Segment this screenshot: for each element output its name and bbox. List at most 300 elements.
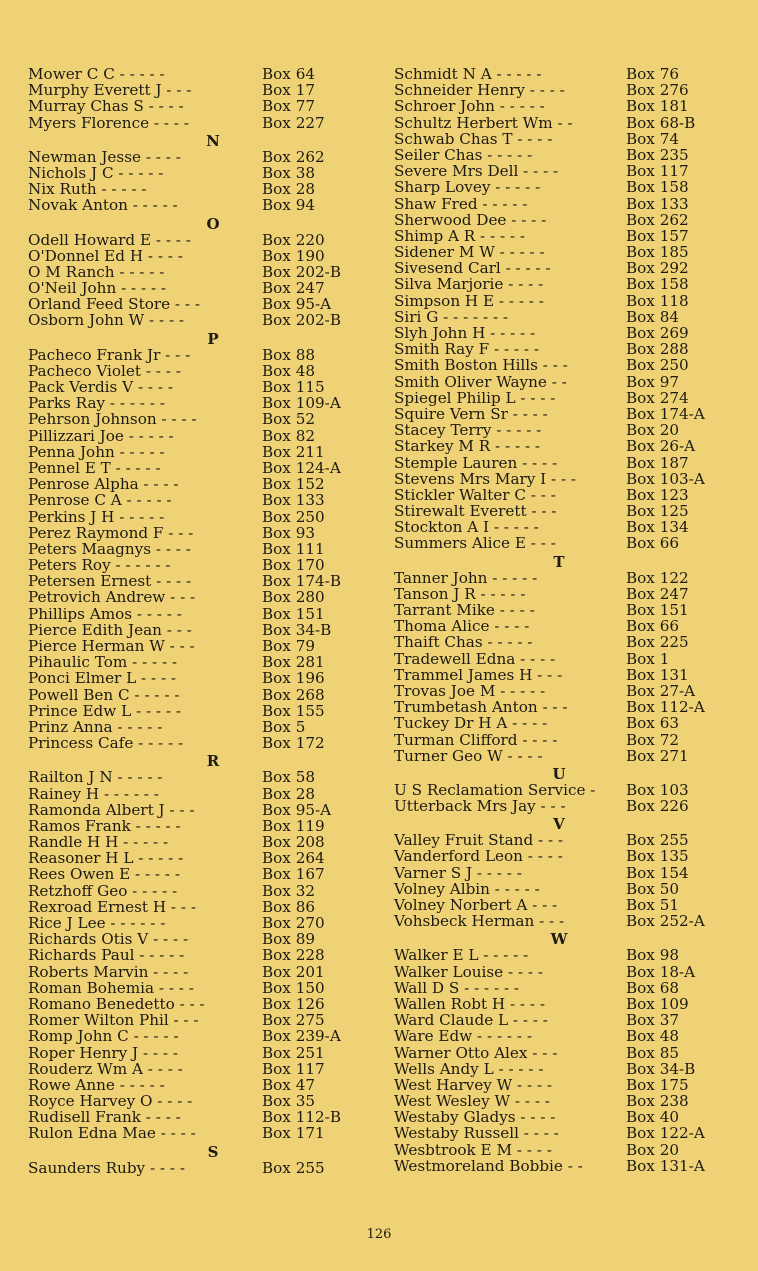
entry-box-number: Box 131 bbox=[626, 665, 689, 684]
directory-entry bbox=[394, 1125, 724, 1141]
entry-name: Slyh John H - - - - - bbox=[394, 324, 536, 342]
directory-entry bbox=[28, 687, 358, 703]
entry-name: Peters Roy - - - - - - bbox=[28, 556, 171, 575]
entry-name: Ward Claude L - - - - bbox=[394, 1011, 548, 1030]
directory-entry bbox=[394, 228, 724, 244]
entry-name: Railton J N - - - - - bbox=[28, 768, 163, 787]
directory-entry bbox=[394, 667, 724, 683]
entry-box-number: Box 252-A bbox=[626, 912, 705, 931]
entry-box-number: Box 225 bbox=[626, 633, 689, 652]
directory-entry bbox=[28, 654, 358, 670]
entry-name: Roberts Marvin - - - - bbox=[28, 962, 189, 981]
directory-entry bbox=[28, 589, 358, 605]
directory-entry bbox=[394, 832, 724, 848]
entry-name: Pierce Edith Jean - - - bbox=[28, 620, 192, 639]
entry-name: O'Donnel Ed H - - - - bbox=[28, 246, 183, 265]
entry-box-number: Box 250 bbox=[262, 507, 325, 526]
entry-name: Phillips Amos - - - - - bbox=[28, 604, 182, 623]
entry-name: Saunders Ruby - - - - bbox=[28, 1158, 185, 1177]
entry-name: U S Reclamation Service - bbox=[394, 780, 596, 799]
entry-name: Murray Chas S - - - - bbox=[28, 97, 184, 116]
directory-entry bbox=[28, 850, 358, 866]
entry-name: Tuckey Dr H A - - - - bbox=[394, 714, 548, 733]
directory-entry bbox=[394, 82, 724, 98]
entry-name: Pacheco Frank Jr - - - bbox=[28, 345, 191, 364]
directory-entry bbox=[28, 931, 358, 947]
entry-box-number: Box 77 bbox=[262, 97, 316, 116]
directory-entry bbox=[394, 374, 724, 390]
entry-box-number: Box 38 bbox=[262, 163, 316, 182]
directory-entry bbox=[394, 244, 724, 260]
entry-name: Tanson J R - - - - - bbox=[394, 584, 526, 603]
entry-name: West Harvey W - - - - bbox=[394, 1075, 553, 1094]
directory-entry bbox=[28, 1125, 358, 1141]
entry-name: Smith Ray F - - - - - bbox=[394, 340, 539, 359]
entry-name: Turner Geo W - - - - bbox=[394, 746, 543, 765]
section-letter: U bbox=[552, 764, 566, 783]
entry-box-number: Box 64 bbox=[262, 65, 316, 83]
entry-box-number: Box 288 bbox=[626, 340, 689, 359]
entry-name: Myers Florence - - - - bbox=[28, 113, 189, 132]
entry-name: Pack Verdis V - - - - bbox=[28, 378, 173, 396]
entry-box-number: Box 134 bbox=[626, 518, 689, 537]
entry-box-number: Box 131-A bbox=[626, 1156, 705, 1175]
entry-name: Seiler Chas - - - - - bbox=[394, 145, 533, 164]
directory-entry bbox=[394, 732, 724, 748]
directory-entry bbox=[394, 455, 724, 471]
entry-name: Royce Harvey O - - - - bbox=[28, 1092, 193, 1111]
entry-box-number: Box 281 bbox=[262, 653, 325, 672]
directory-entry bbox=[394, 422, 724, 438]
entry-box-number: Box 119 bbox=[262, 816, 325, 835]
entry-name: Spiegel Philip L - - - - bbox=[394, 388, 556, 407]
entry-box-number: Box 48 bbox=[626, 1027, 680, 1046]
directory-entry bbox=[28, 379, 358, 395]
entry-name: Perkins J H - - - - - bbox=[28, 507, 165, 526]
entry-box-number: Box 89 bbox=[262, 930, 316, 949]
entry-name: Shimp A R - - - - - bbox=[394, 226, 526, 245]
directory-entry bbox=[394, 309, 724, 325]
directory-entry bbox=[28, 1077, 358, 1093]
entry-name: Smith Oliver Wayne - - bbox=[394, 372, 567, 391]
directory-entry bbox=[394, 1142, 724, 1158]
entry-name: Sharp Lovey - - - - - bbox=[394, 178, 541, 197]
directory-entry bbox=[28, 1160, 358, 1176]
directory-entry bbox=[394, 260, 724, 276]
entry-name: Smith Boston Hills - - - bbox=[394, 356, 568, 375]
entry-name: Turman Clifford - - - - bbox=[394, 730, 558, 749]
entry-name: Wallen Robt H - - - - bbox=[394, 994, 545, 1013]
entry-box-number: Box 228 bbox=[262, 946, 325, 965]
entry-name: Rowe Anne - - - - - bbox=[28, 1075, 165, 1094]
entry-box-number: Box 28 bbox=[262, 784, 316, 803]
entry-box-number: Box 88 bbox=[262, 345, 316, 364]
directory-entry bbox=[28, 347, 358, 363]
entry-name: Walker Louise - - - - bbox=[394, 962, 543, 981]
entry-box-number: Box 133 bbox=[626, 194, 689, 213]
entry-box-number: Box 154 bbox=[626, 863, 689, 882]
entry-name: Wall D S - - - - - - bbox=[394, 978, 520, 997]
entry-box-number: Box 79 bbox=[262, 637, 316, 655]
entry-name: Trumbetash Anton - - - bbox=[394, 698, 568, 717]
entry-name: West Wesley W - - - - bbox=[394, 1092, 550, 1111]
entry-box-number: Box 126 bbox=[262, 994, 325, 1013]
directory-entry bbox=[28, 82, 358, 98]
entry-box-number: Box 124-A bbox=[262, 458, 341, 477]
entry-name: Osborn John W - - - - bbox=[28, 311, 185, 330]
entry-name: Shaw Fred - - - - - bbox=[394, 194, 528, 213]
directory-entry bbox=[28, 428, 358, 444]
entry-name: Tanner John - - - - - bbox=[394, 568, 538, 587]
directory-entry bbox=[28, 509, 358, 525]
entry-name: Prince Edw L - - - - - bbox=[28, 701, 181, 720]
directory-entry bbox=[394, 163, 724, 179]
entry-name: Silva Marjorie - - - - bbox=[394, 275, 544, 294]
entry-name: Stacey Terry - - - - - bbox=[394, 421, 542, 440]
directory-entry bbox=[28, 899, 358, 915]
entry-box-number: Box 103-A bbox=[626, 469, 705, 488]
entry-box-number: Box 72 bbox=[626, 730, 680, 749]
entry-box-number: Box 133 bbox=[262, 491, 325, 510]
entry-name: Stickler Walter C - - - bbox=[394, 485, 556, 504]
directory-entry bbox=[394, 897, 724, 913]
directory-entry bbox=[28, 964, 358, 980]
directory-entry bbox=[394, 276, 724, 292]
entry-name: Penrose C A - - - - - bbox=[28, 491, 172, 510]
directory-entry bbox=[394, 66, 724, 82]
directory-entry bbox=[394, 357, 724, 373]
directory-entry bbox=[394, 98, 724, 114]
entry-box-number: Box 202-B bbox=[262, 311, 341, 330]
directory-entry bbox=[394, 390, 724, 406]
directory-entry bbox=[28, 115, 358, 131]
directory-entry bbox=[394, 782, 724, 798]
entry-box-number: Box 158 bbox=[626, 275, 689, 294]
entry-box-number: Box 202-B bbox=[262, 262, 341, 281]
directory-entry bbox=[28, 1012, 358, 1028]
entry-name: Murphy Everett J - - - bbox=[28, 81, 192, 100]
entry-box-number: Box 52 bbox=[262, 410, 316, 429]
entry-name: Schneider Henry - - - - bbox=[394, 81, 565, 100]
entry-name: Westaby Russell - - - - bbox=[394, 1124, 559, 1143]
section-letter: N bbox=[206, 131, 220, 150]
directory-entry bbox=[28, 476, 358, 492]
entry-box-number: Box 255 bbox=[262, 1158, 325, 1177]
entry-name: Volney Albin - - - - - bbox=[394, 879, 540, 898]
entry-name: Peters Maagnys - - - - bbox=[28, 539, 191, 558]
entry-box-number: Box 51 bbox=[626, 896, 680, 914]
entry-name: Utterback Mrs Jay - - - bbox=[394, 797, 566, 816]
entry-box-number: Box 208 bbox=[262, 833, 325, 852]
entry-name: Odell Howard E - - - - bbox=[28, 230, 191, 249]
entry-name: Stirewalt Everett - - - bbox=[394, 502, 557, 521]
entry-box-number: Box 5 bbox=[262, 717, 306, 736]
entry-name: Rainey H - - - - - - bbox=[28, 784, 159, 803]
directory-entry bbox=[28, 769, 358, 785]
directory-entry bbox=[394, 699, 724, 715]
entry-name: Westmoreland Bobbie - - bbox=[394, 1156, 583, 1175]
entry-box-number: Box 226 bbox=[626, 797, 689, 816]
entry-name: Sherwood Dee - - - - bbox=[394, 210, 547, 229]
entry-name: Pacheco Violet - - - - bbox=[28, 361, 181, 380]
directory-entry bbox=[394, 115, 724, 131]
entry-box-number: Box 95-A bbox=[262, 295, 332, 314]
entry-box-number: Box 109 bbox=[626, 994, 689, 1013]
directory-entry bbox=[28, 66, 358, 82]
entry-name: Stevens Mrs Mary I - - - bbox=[394, 469, 577, 488]
entry-name: Trammel James H - - - bbox=[394, 665, 563, 684]
entry-name: Tarrant Mike - - - - bbox=[394, 601, 535, 619]
entry-name: Volney Norbert A - - - bbox=[394, 896, 558, 914]
entry-name: Stemple Lauren - - - - bbox=[394, 453, 558, 472]
entry-name: Penrose Alpha - - - - bbox=[28, 475, 179, 494]
entry-name: Rulon Edna Mae - - - - bbox=[28, 1124, 196, 1143]
entry-box-number: Box 20 bbox=[626, 421, 680, 440]
entry-box-number: Box 196 bbox=[262, 669, 325, 688]
entry-name: Roper Henry J - - - - bbox=[28, 1043, 178, 1062]
entry-name: Rudisell Frank - - - - bbox=[28, 1108, 181, 1127]
entry-name: O'Neil John - - - - - bbox=[28, 279, 167, 298]
directory-entry bbox=[28, 280, 358, 296]
entry-name: Ramos Frank - - - - - bbox=[28, 816, 181, 835]
directory-entry bbox=[28, 996, 358, 1012]
entry-name: Richards Otis V - - - - bbox=[28, 930, 189, 949]
entry-name: Starkey M R - - - - - bbox=[394, 437, 541, 456]
entry-box-number: Box 34-B bbox=[626, 1059, 696, 1078]
entry-name: Prinz Anna - - - - - bbox=[28, 717, 163, 736]
entry-name: Ware Edw - - - - - - bbox=[394, 1027, 532, 1046]
entry-box-number: Box 117 bbox=[262, 1059, 325, 1078]
directory-entry bbox=[28, 149, 358, 165]
directory-entry bbox=[28, 460, 358, 476]
entry-box-number: Box 268 bbox=[262, 685, 325, 704]
entry-box-number: Box 93 bbox=[262, 523, 316, 542]
entry-box-number: Box 66 bbox=[626, 534, 680, 553]
entry-box-number: Box 20 bbox=[626, 1140, 680, 1159]
entry-name: Schultz Herbert Wm - - bbox=[394, 113, 573, 132]
entry-name: Reasoner H L - - - - - bbox=[28, 849, 184, 868]
entry-box-number: Box 117 bbox=[626, 162, 689, 181]
entry-box-number: Box 247 bbox=[262, 279, 325, 298]
directory-entry bbox=[394, 570, 724, 586]
directory-entry bbox=[394, 865, 724, 881]
section-letter: P bbox=[207, 329, 219, 348]
entry-box-number: Box 28 bbox=[262, 180, 316, 199]
entry-box-number: Box 171 bbox=[262, 1124, 325, 1143]
entry-name: Orland Feed Store - - - bbox=[28, 295, 200, 314]
directory-entry bbox=[394, 947, 724, 963]
entry-name: Vohsbeck Herman - - - bbox=[394, 912, 565, 931]
entry-box-number: Box 251 bbox=[262, 1043, 325, 1062]
directory-entry bbox=[394, 748, 724, 764]
entry-box-number: Box 17 bbox=[262, 81, 316, 100]
directory-entry bbox=[28, 1045, 358, 1061]
entry-box-number: Box 26-A bbox=[626, 437, 696, 456]
entry-name: Romp John C - - - - - bbox=[28, 1027, 179, 1046]
directory-entry bbox=[394, 980, 724, 996]
directory-entry bbox=[394, 683, 724, 699]
directory-entry bbox=[28, 786, 358, 802]
entry-box-number: Box 18-A bbox=[626, 962, 696, 981]
entry-box-number: Box 227 bbox=[262, 113, 325, 132]
directory-entry bbox=[28, 557, 358, 573]
entry-box-number: Box 68 bbox=[626, 978, 680, 997]
entry-name: Severe Mrs Dell - - - - bbox=[394, 162, 559, 181]
entry-name: Nichols J C - - - - - bbox=[28, 163, 164, 182]
directory-entry bbox=[394, 1158, 724, 1174]
entry-box-number: Box 118 bbox=[626, 291, 689, 310]
entry-name: Powell Ben C - - - - - bbox=[28, 685, 180, 704]
entry-name: Pehrson Johnson - - - - bbox=[28, 410, 197, 429]
entry-box-number: Box 150 bbox=[262, 978, 325, 997]
entry-box-number: Box 94 bbox=[262, 196, 316, 215]
entry-name: Squire Vern Sr - - - - bbox=[394, 404, 548, 423]
entry-box-number: Box 239-A bbox=[262, 1027, 341, 1046]
entry-name: Newman Jesse - - - - bbox=[28, 147, 181, 166]
entry-box-number: Box 151 bbox=[262, 604, 325, 623]
entry-box-number: Box 97 bbox=[626, 372, 680, 391]
directory-entry bbox=[28, 1109, 358, 1125]
directory-entry bbox=[394, 964, 724, 980]
entry-name: Schmidt N A - - - - - bbox=[394, 65, 542, 83]
entry-name: Petersen Ernest - - - - bbox=[28, 572, 192, 591]
entry-box-number: Box 181 bbox=[626, 97, 689, 116]
entry-box-number: Box 172 bbox=[262, 734, 325, 753]
directory-entry bbox=[28, 181, 358, 197]
entry-box-number: Box 63 bbox=[626, 714, 680, 733]
entry-name: Parks Ray - - - - - - bbox=[28, 394, 165, 413]
entry-box-number: Box 68-B bbox=[626, 113, 696, 132]
directory-entry bbox=[394, 535, 724, 551]
entry-box-number: Box 158 bbox=[626, 178, 689, 197]
directory-entry bbox=[394, 179, 724, 195]
entry-box-number: Box 27-A bbox=[626, 681, 696, 700]
directory-entry bbox=[28, 719, 358, 735]
directory-entry bbox=[394, 406, 724, 422]
entry-box-number: Box 85 bbox=[626, 1043, 680, 1062]
directory-entry bbox=[28, 703, 358, 719]
entry-box-number: Box 1 bbox=[626, 649, 670, 668]
directory-entry bbox=[394, 1045, 724, 1061]
entry-name: Pierce Herman W - - - bbox=[28, 637, 195, 655]
directory-entry bbox=[28, 296, 358, 312]
entry-name: Penna John - - - - - bbox=[28, 442, 165, 461]
directory-entry bbox=[28, 541, 358, 557]
directory-entry bbox=[394, 618, 724, 634]
entry-name: Siri G - - - - - - - bbox=[394, 307, 509, 326]
directory-entry bbox=[28, 197, 358, 213]
directory-entry bbox=[394, 848, 724, 864]
entry-name: Varner S J - - - - - bbox=[394, 863, 522, 882]
directory-entry bbox=[28, 444, 358, 460]
entry-name: Walker E L - - - - - bbox=[394, 946, 529, 965]
entry-name: Warner Otto Alex - - - bbox=[394, 1043, 558, 1062]
entry-name: Petrovich Andrew - - - bbox=[28, 588, 196, 607]
section-letter: T bbox=[553, 552, 565, 571]
directory-entry bbox=[394, 196, 724, 212]
entry-name: Wells Andy L - - - - - bbox=[394, 1059, 544, 1078]
entry-box-number: Box 262 bbox=[262, 147, 325, 166]
entry-box-number: Box 123 bbox=[626, 485, 689, 504]
entry-box-number: Box 125 bbox=[626, 502, 689, 521]
entry-box-number: Box 32 bbox=[262, 881, 316, 900]
entry-box-number: Box 82 bbox=[262, 426, 316, 445]
entry-box-number: Box 98 bbox=[626, 946, 680, 965]
entry-box-number: Box 34-B bbox=[262, 620, 332, 639]
entry-box-number: Box 270 bbox=[262, 914, 325, 932]
entry-box-number: Box 50 bbox=[626, 879, 680, 898]
directory-entry bbox=[394, 881, 724, 897]
entry-box-number: Box 109-A bbox=[262, 394, 341, 413]
directory-entry bbox=[394, 1077, 724, 1093]
entry-name: Trovas Joe M - - - - - bbox=[394, 681, 546, 700]
entry-box-number: Box 187 bbox=[626, 453, 689, 472]
entry-name: O M Ranch - - - - - bbox=[28, 262, 165, 281]
entry-box-number: Box 66 bbox=[626, 617, 680, 636]
entry-name: Pennel E T - - - - - bbox=[28, 458, 161, 477]
directory-entry bbox=[28, 802, 358, 818]
entry-name: Perez Raymond F - - - bbox=[28, 523, 194, 542]
directory-entry bbox=[394, 471, 724, 487]
entry-box-number: Box 135 bbox=[626, 847, 689, 866]
entry-box-number: Box 58 bbox=[262, 768, 316, 787]
directory-entry bbox=[394, 487, 724, 503]
entry-name: Pihaulic Tom - - - - - bbox=[28, 653, 178, 672]
directory-entry bbox=[28, 1028, 358, 1044]
entry-box-number: Box 262 bbox=[626, 210, 689, 229]
directory-entry bbox=[394, 519, 724, 535]
entry-name: Nix Ruth - - - - - bbox=[28, 180, 147, 199]
entry-name: Retzhoff Geo - - - - - bbox=[28, 881, 178, 900]
entry-name: Rees Owen E - - - - - bbox=[28, 865, 180, 884]
entry-box-number: Box 47 bbox=[262, 1075, 316, 1094]
entry-box-number: Box 174-A bbox=[626, 404, 705, 423]
entry-box-number: Box 190 bbox=[262, 246, 325, 265]
entry-name: Vanderford Leon - - - - bbox=[394, 847, 563, 866]
entry-name: Ramonda Albert J - - - bbox=[28, 800, 195, 819]
entry-name: Valley Fruit Stand - - - bbox=[394, 831, 564, 850]
directory-entry bbox=[28, 165, 358, 181]
directory-entry bbox=[28, 866, 358, 882]
entry-box-number: Box 112-A bbox=[626, 698, 705, 717]
entry-box-number: Box 74 bbox=[626, 129, 680, 148]
directory-entry bbox=[28, 818, 358, 834]
directory-entry bbox=[28, 947, 358, 963]
entry-box-number: Box 211 bbox=[262, 442, 325, 461]
directory-entry bbox=[28, 915, 358, 931]
entry-box-number: Box 201 bbox=[262, 962, 325, 981]
directory-entry bbox=[28, 670, 358, 686]
entry-name: Thaift Chas - - - - - bbox=[394, 633, 533, 652]
entry-box-number: Box 155 bbox=[262, 701, 325, 720]
entry-box-number: Box 103 bbox=[626, 780, 689, 799]
entry-box-number: Box 35 bbox=[262, 1092, 316, 1111]
directory-entry bbox=[28, 264, 358, 280]
directory-entry bbox=[28, 638, 358, 654]
directory-entry bbox=[394, 996, 724, 1012]
entry-name: Roman Bohemia - - - - bbox=[28, 978, 194, 997]
entry-box-number: Box 111 bbox=[262, 539, 325, 558]
entry-name: Westaby Gladys - - - - bbox=[394, 1108, 556, 1127]
entry-box-number: Box 167 bbox=[262, 865, 325, 884]
entry-name: Thoma Alice - - - - bbox=[394, 617, 530, 636]
entry-box-number: Box 247 bbox=[626, 584, 689, 603]
section-letter: S bbox=[207, 1142, 219, 1161]
page-number: 126 bbox=[366, 1227, 392, 1242]
entry-box-number: Box 40 bbox=[626, 1108, 680, 1127]
directory-entry bbox=[28, 1061, 358, 1077]
directory-entry bbox=[28, 573, 358, 589]
